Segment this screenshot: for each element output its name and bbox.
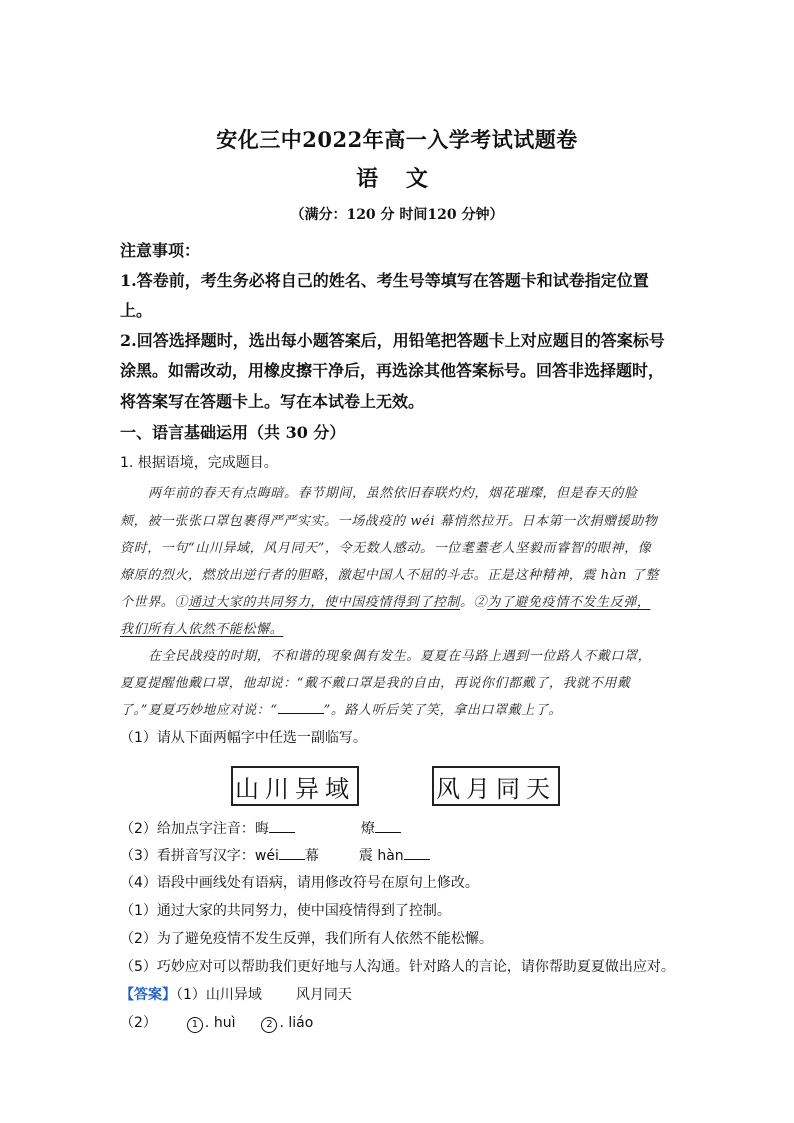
pinyin-blank-1[interactable]: [269, 820, 295, 833]
notice-item-1b: 上。: [120, 301, 153, 320]
circled-number-2: 2: [261, 1017, 277, 1033]
passage-2-line-2: 夏夏提醒他戴口罩，他却说：“戴不戴口罩是我的自由，再说你们都戴了，我就不用戴: [120, 676, 631, 691]
sub-question-4-2: （2）为了避免疫情不发生反弹，我们所有人依然不能松懈。: [120, 931, 493, 947]
passage-1-line-3: 资时，一句“山川异域，风月同天”，令无数人感动。一位耄耋老人坚毅而睿智的眼神，像: [120, 541, 652, 556]
hanzi-blank-1[interactable]: [279, 847, 305, 860]
notice-item-1a: 1.答卷前，考生务必将自己的姓名、考生号等填写在答题卡和试卷指定位置: [120, 271, 649, 290]
sub-question-3-b: 幕: [304, 848, 319, 864]
underlined-sentence-1: 通过大家的共同努力，使中国疫情得到了控制: [188, 595, 461, 610]
sub-question-2-b: 燎: [360, 821, 375, 837]
passage-1-line-5-mid: 。②: [460, 595, 488, 610]
notice-heading: 注意事项：: [120, 241, 201, 260]
exam-title: 安化三中2022年高一入学考试试题卷: [216, 127, 578, 152]
passage-2-line-3: [120, 699, 562, 718]
sub-question-2: [120, 818, 401, 838]
underlined-sentence-2a: 为了避免疫情不发生反弹，: [487, 595, 651, 610]
notice-item-2b: 涂黑。如需改动，用橡皮擦干净后，再选涂其他答案标号。回答非选择题时，: [120, 361, 665, 380]
exam-meta: （满分：120 分 时间120 分钟）: [290, 207, 504, 223]
answer-2-label: （2）: [120, 1015, 157, 1031]
passage-2-line-3-pre: 了。”夏夏巧妙地应对说：“: [120, 703, 278, 718]
passage-1-line-2: 颊，被一张张口罩包裹得严严实实。一场战疫的 wéi 幕悄然拉开。日本第一次捐赠援助物: [120, 514, 658, 529]
passage-1-line-6: [120, 618, 283, 637]
passage-1-line-4: 燎原的烈火，燃放出逆行者的胆略，激起中国人不屈的斗志。正是这种精神，震 hàn 了整: [120, 568, 659, 583]
sub-question-1: （1）请从下面两幅字中任选一副临写。: [120, 730, 367, 746]
circled-number-1: 1: [187, 1017, 203, 1033]
sub-question-4: （4）语段中画线处有语病，请用修改符号在原句上修改。: [120, 875, 479, 891]
exam-subject: 语 文: [356, 166, 438, 192]
response-blank[interactable]: [278, 701, 324, 714]
calligraphy-sample-1: 山川异域: [231, 766, 359, 806]
answer-tag: 【答案】: [120, 987, 176, 1003]
answer-line-1: [120, 984, 352, 1004]
hanzi-blank-2[interactable]: [404, 847, 430, 860]
sub-question-3-a: （3）看拼音写汉字：wéi: [120, 848, 279, 864]
sub-question-3-c: 震 hàn: [358, 848, 404, 864]
passage-1-line-1: 两年前的春天有点晦暗。春节期间，虽然依旧春联灼灼，烟花璀璨，但是春天的脸: [148, 486, 638, 501]
passage-1-line-5-pre: 个世界。①: [120, 595, 189, 610]
passage-1-line-5: [120, 591, 650, 610]
answer-2-value-2: . liáo: [279, 1015, 314, 1031]
answer-line-2: [120, 1012, 313, 1033]
pinyin-blank-2[interactable]: [375, 820, 401, 833]
question-1-prompt: 1. 根据语境，完成题目。: [120, 455, 278, 471]
notice-item-2a: 2.回答选择题时，选出每小题答案后，用铅笔把答题卡上对应题目的答案标号: [120, 331, 665, 350]
sub-question-2-a: （2）给加点字注音：晦: [120, 821, 269, 837]
passage-2-line-3-post: ”。路人听后笑了笑，拿出口罩戴上了。: [323, 703, 563, 718]
sub-question-3: [120, 845, 430, 865]
underlined-sentence-2b: 我们所有人依然不能松懈。: [120, 622, 284, 637]
passage-2-line-1: 在全民战疫的时期，不和谐的现象偶有发生。夏夏在马路上遇到一位路人不戴口罩，: [148, 649, 652, 664]
sub-question-5: （5）巧妙应对可以帮助我们更好地与人沟通。针对路人的言论，请你帮助夏夏做出应对。: [120, 959, 675, 975]
section-1-heading: 一、语言基础运用（共 30 分）: [120, 423, 346, 442]
sub-question-4-1: （1）通过大家的共同努力，使中国疫情得到了控制。: [120, 903, 451, 919]
answer-2-value-1: . huì: [204, 1015, 236, 1031]
calligraphy-sample-2: 风月同天: [432, 766, 560, 806]
answer-1b: 风月同天: [295, 987, 352, 1003]
notice-item-2c: 将答案写在答题卡上。写在本试卷上无效。: [120, 392, 425, 411]
answer-1a: （1）山川异域: [176, 987, 262, 1003]
